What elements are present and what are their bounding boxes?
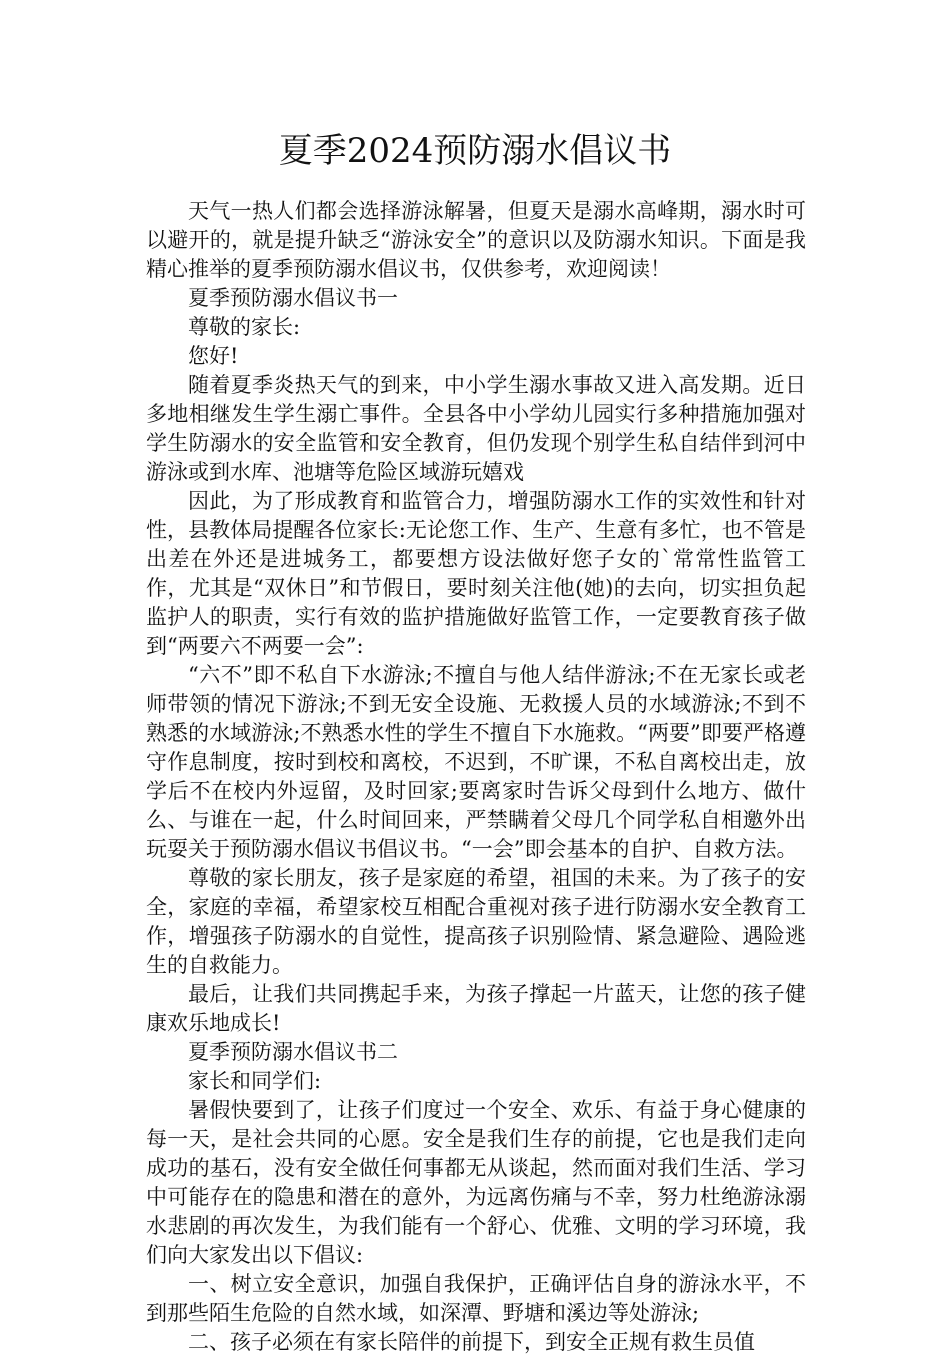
paragraph: 一、树立安全意识，加强自我保护，正确评估自身的游泳水平，不到那些陌生危险的自然水域，如深潭、野塘和溪边等处游泳; (146, 1272, 806, 1325)
section-heading-one: 夏季预防溺水倡议书一 (188, 286, 398, 310)
paragraph: 因此，为了形成教育和监管合力，增强防溺水工作的实效性和针对性，县教体局提醒各位家长:无论您工作、生产、生意有多忙，也不管是出差在外还是进城务工，都要想方设法做好您子女的`常常性监管工作，尤其是“双休日”和节假日，要时刻关注他(她)的去向，切实担负起监护人的职责，实行有效的监护措施做好监管工作，一定要教育孩子做到“两要六不两要一会”: (146, 489, 806, 658)
paragraph: 随着夏季炎热天气的到来，中小学生溺水事故又进入高发期。近日多地相继发生学生溺亡事件。全县各中小学幼儿园实行多种措施加强对学生防溺水的安全监管和安全教育，但仍发现个别学生私自结伴到河中游泳或到水库、池塘等危险区域游玩嬉戏 (146, 373, 806, 484)
paragraph-intro: 天气一热人们都会选择游泳解暑，但夏天是溺水高峰期，溺水时可以避开的，就是提升缺乏“游泳安全”的意识以及防溺水知识。下面是我精心推举的夏季预防溺水倡议书，仅供参考，欢迎阅读！ (146, 199, 806, 281)
salutation: 家长和同学们: (188, 1069, 322, 1093)
paragraph: “六不”即不私自下水游泳;不擅自与他人结伴游泳;不在无家长或老师带领的情况下游泳;不到无安全设施、无救援人员的水域游泳;不到不熟悉的水域游泳;不熟悉水性的学生不擅自下水施救。“两要”即要严格遵守作息制度，按时到校和离校，不迟到，不旷课，不私自离校出走，放学后不在校内外逗留，及时回家;要离家时告诉父母到什么地方、做什么、与谁在一起，什么时间回来，严禁瞒着父母几个同学私自相邀外出玩耍关于预防溺水倡议书倡议书。“一会”即会基本的自护、自救方法。 (146, 663, 806, 861)
paragraph: 尊敬的家长朋友，孩子是家庭的希望，祖国的未来。为了孩子的安全，家庭的幸福，希望家校互相配合重视对孩子进行防溺水安全教育工作，增强孩子防溺水的自觉性，提高孩子识别险情、紧急避险、遇险逃生的自救能力。 (146, 866, 806, 977)
greeting: 您好! (188, 344, 239, 368)
paragraph: 二、孩子必须在有家长陪伴的前提下，到安全正规有救生员值 (188, 1330, 755, 1354)
document-body (146, 197, 806, 1357)
document-title: 夏季2024预防溺水倡议书 (278, 131, 672, 171)
section-heading-two: 夏季预防溺水倡议书二 (188, 1040, 398, 1064)
salutation: 尊敬的家长: (188, 315, 301, 339)
paragraph: 最后，让我们共同携起手来，为孩子撑起一片蓝天，让您的孩子健康欢乐地成长! (146, 982, 806, 1035)
paragraph: 暑假快要到了，让孩子们度过一个安全、欢乐、有益于身心健康的每一天，是社会共同的心愿。安全是我们生存的前提，它也是我们走向成功的基石，没有安全做任何事都无从谈起，然而面对我们生活、学习中可能存在的隐患和潜在的意外，为远离伤痛与不幸，努力杜绝游泳溺水悲剧的再次发生，为我们能有一个舒心、优雅、文明的学习环境，我们向大家发出以下倡议: (146, 1098, 806, 1267)
